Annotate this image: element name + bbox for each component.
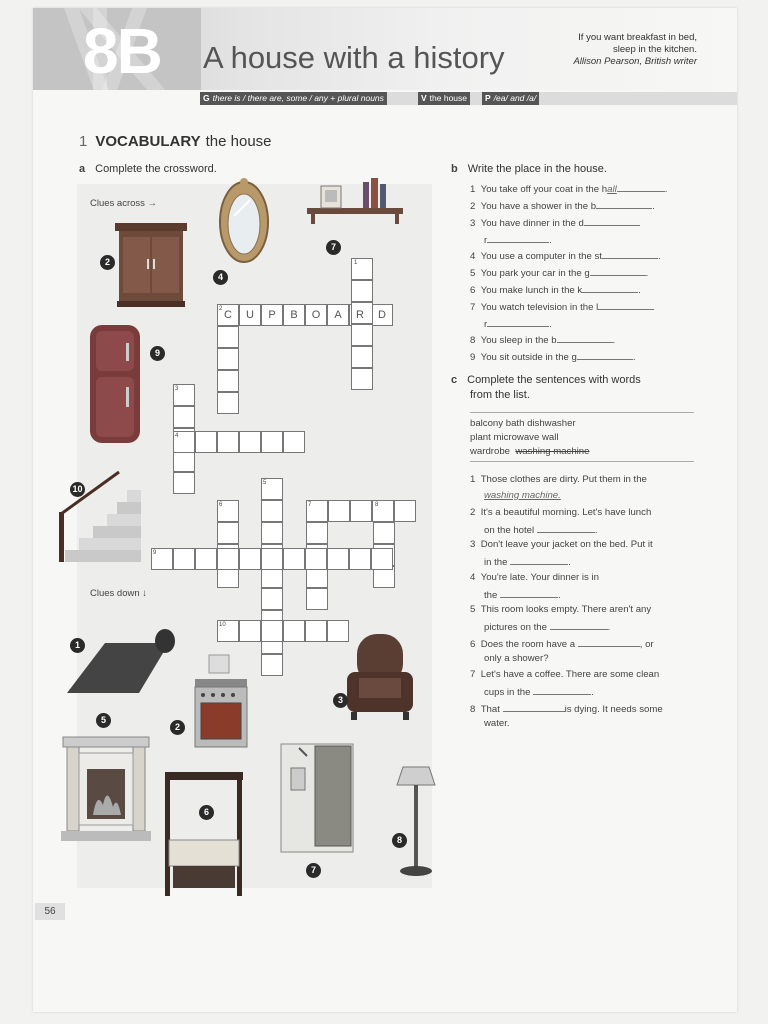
answer-blank[interactable] (582, 283, 638, 293)
answer-blank[interactable] (550, 620, 608, 630)
unit-number: 8B (83, 15, 161, 87)
crossword-cell[interactable] (328, 500, 350, 522)
badge: 2 (170, 720, 185, 735)
badge: 8 (392, 833, 407, 848)
badge: 9 (150, 346, 165, 361)
crossword-number: 4 (175, 433, 179, 439)
word-list-line: balcony bath dishwasher (470, 418, 576, 429)
part-c-item: 8 That is dying. It needs some (470, 703, 663, 715)
crossword-cell[interactable] (349, 548, 371, 570)
part-b-item: 5 You park your car in the g . (470, 268, 649, 279)
crossword-cell[interactable] (327, 548, 349, 570)
crossword-cell[interactable] (371, 548, 393, 570)
part-c-item-line2: the . (484, 589, 561, 601)
answer-blank[interactable] (487, 317, 549, 327)
part-b-instruction: b Write the place in the house. (451, 163, 607, 175)
crossword-cell[interactable] (351, 346, 373, 368)
crossword-cell[interactable] (217, 326, 239, 348)
crossword-letter: U (246, 309, 254, 321)
crossword-cell[interactable] (351, 280, 373, 302)
crossword-cell[interactable] (217, 522, 239, 544)
page-title: A house with a history (203, 40, 505, 75)
part-c-item-line2: in the . (484, 557, 571, 568)
crossword-cell[interactable] (306, 522, 328, 544)
crossword-cell[interactable] (351, 368, 373, 390)
crossword-cell[interactable] (261, 654, 283, 676)
part-c-item-line2: only a shower? (484, 652, 549, 664)
crossword-cell[interactable] (283, 620, 305, 642)
crossword-cell[interactable] (283, 548, 305, 570)
crossword-cell[interactable] (351, 324, 373, 346)
unit-header (33, 8, 737, 90)
crossword-cell[interactable] (373, 522, 395, 544)
crossword-letter: O (311, 309, 321, 321)
badge: 6 (199, 805, 214, 820)
part-b-item: 1 You take off your coat in the hall . (470, 184, 668, 195)
part-c-item: 7 Let's have a coffee. There are some clean (470, 669, 660, 680)
crossword-number: 6 (219, 502, 223, 508)
crossword-letter: A (334, 309, 342, 321)
part-b-item: 8 You sleep in the b . (470, 335, 616, 346)
pronunciation-chip: P /ea/ and /a/ (482, 92, 539, 105)
answer-blank[interactable] (578, 637, 640, 647)
crossword-cell[interactable] (173, 450, 195, 472)
part-b-item: 9 You sit outside in the g . (470, 352, 636, 363)
grammar-chip: G there is / there are, some / any + plural nouns (200, 92, 387, 105)
crossword-number: 3 (175, 386, 179, 392)
part-c-item: 4 You're late. Your dinner is in (470, 571, 599, 583)
quote-line-1: If you want breakfast in bed, (578, 32, 697, 43)
crossword-cell[interactable] (283, 431, 305, 453)
cupboard-picture (111, 221, 191, 311)
crossword-cell[interactable] (217, 431, 239, 453)
answer-blank[interactable] (617, 182, 665, 192)
answer-blank[interactable] (503, 702, 565, 712)
answer-blank[interactable] (537, 523, 595, 533)
crossword-number: 5 (263, 480, 267, 486)
crossword-cell[interactable] (217, 548, 239, 570)
part-c-item-line2 (484, 490, 561, 501)
crossword-cell[interactable] (239, 620, 261, 642)
part-b-item: 6 You make lunch in the k . (470, 285, 641, 296)
crossword-cell[interactable] (350, 500, 372, 522)
part-a-instruction: a Complete the crossword. (79, 163, 217, 175)
crossword-letter: R (356, 309, 364, 321)
crossword-cell[interactable] (173, 472, 195, 494)
answer-blank[interactable] (487, 233, 549, 243)
part-c-item: 5 This room looks empty. There aren't any (470, 604, 652, 615)
carpet-picture (67, 623, 177, 698)
crossword-cell[interactable] (261, 522, 283, 544)
answer-blank[interactable] (584, 216, 640, 226)
clues-down-label: Clues down ↓ (90, 588, 148, 599)
badge: 5 (96, 713, 111, 728)
cooker-picture (191, 653, 251, 763)
shelf-picture (301, 176, 411, 236)
answer-blank[interactable] (590, 266, 646, 276)
crossword-number: 1 (354, 260, 358, 266)
answer-text: washing machine. (484, 490, 561, 501)
part-c-item-line2: on the hotel . (484, 524, 598, 536)
part-b-item-continuation: r . (484, 235, 552, 246)
crossword-cell[interactable] (173, 406, 195, 428)
crossword-number: 2 (219, 306, 223, 312)
crossword-cell[interactable] (261, 588, 283, 610)
clues-across-label: Clues across → (90, 198, 158, 209)
word-list-box (470, 412, 694, 462)
crossword-number: 7 (308, 502, 312, 508)
crossword-cell[interactable] (261, 620, 283, 642)
crossword-number: 10 (219, 622, 226, 628)
part-c-item-line2: pictures on the . (484, 622, 611, 633)
crossword-letter: B (290, 309, 298, 321)
part-c-item: 3 Don't leave your jacket on the bed. Put it (470, 539, 653, 550)
crossword-cell[interactable] (217, 392, 239, 414)
part-b-item-continuation: r . (484, 319, 552, 330)
crossword-number: 9 (153, 550, 157, 556)
answer-blank[interactable] (557, 333, 613, 343)
answer-text: all (607, 184, 617, 195)
fireplace-picture (61, 735, 151, 845)
answer-blank[interactable] (602, 249, 658, 259)
part-b-item: 3 You have dinner in the d (470, 216, 640, 229)
badge: 1 (70, 638, 85, 653)
crossword-letter: P (268, 309, 276, 321)
crossword-cell[interactable] (306, 588, 328, 610)
page-number: 56 (35, 903, 65, 920)
answer-blank[interactable] (510, 555, 568, 565)
part-b-item: 2 You have a shower in the b . (470, 201, 655, 212)
answer-blank[interactable] (598, 300, 654, 310)
badge: 7 (306, 863, 321, 878)
part-c-item: 2 It's a beautiful morning. Let's have lunch (470, 506, 652, 518)
crossword-cell[interactable] (173, 548, 195, 570)
section-title: 1 VOCABULARY the house (79, 133, 272, 150)
answer-blank[interactable] (577, 350, 633, 360)
badge: 3 (333, 693, 348, 708)
vocabulary-chip: V the house (418, 92, 470, 105)
crossword-number: 8 (375, 502, 379, 508)
crossword-cell[interactable] (217, 370, 239, 392)
word-list-line: wardrobe washing machine (470, 446, 590, 457)
part-c-item: 6 Does the room have a , or (470, 638, 654, 650)
workbook-page (33, 8, 737, 1012)
unit-badge (33, 8, 201, 90)
badge: 10 (70, 482, 85, 497)
quote-author: Allison Pearson, British writer (573, 56, 697, 67)
badge: 7 (326, 240, 341, 255)
crossword-cell[interactable] (305, 620, 327, 642)
lamp-picture (391, 763, 441, 883)
bed-picture (159, 768, 249, 903)
part-b-item: 7 You watch television in the l (470, 300, 654, 313)
crossword-cell[interactable] (394, 500, 416, 522)
part-b-item: 4 You use a computer in the st . (470, 251, 661, 262)
answer-blank[interactable] (500, 588, 558, 598)
crossword-cell[interactable] (305, 548, 327, 570)
crossword-cell[interactable] (217, 348, 239, 370)
word-list-line: plant microwave wall (470, 432, 559, 443)
part-c-item-line2: cups in the . (484, 687, 594, 698)
shower-picture (277, 738, 357, 858)
quote (547, 32, 697, 68)
armchair-picture (343, 628, 418, 728)
stairs-picture (55, 466, 145, 566)
crossword-cell[interactable] (195, 548, 217, 570)
part-c-instruction: c Complete the sentences with words from the list. (451, 374, 641, 401)
badge: 4 (213, 270, 228, 285)
badge: 2 (100, 255, 115, 270)
mirror-picture (216, 176, 272, 268)
crossword-cell[interactable] (239, 548, 261, 570)
answer-blank[interactable] (533, 685, 591, 695)
crossword-cell[interactable] (261, 548, 283, 570)
crossword-letter: D (378, 309, 386, 321)
answer-blank[interactable] (596, 199, 652, 209)
crossword-cell[interactable] (261, 431, 283, 453)
crossword-letter: C (224, 309, 232, 321)
grammar-bar (200, 92, 737, 105)
crossword-cell[interactable] (239, 431, 261, 453)
part-c-item: 1 Those clothes are dirty. Put them in the (470, 474, 647, 485)
fridge-picture (86, 323, 146, 448)
crossword-cell[interactable] (195, 431, 217, 453)
quote-line-2: sleep in the kitchen. (613, 44, 697, 55)
crossword-cell[interactable] (261, 500, 283, 522)
part-c-item-line2: water. (484, 717, 510, 729)
